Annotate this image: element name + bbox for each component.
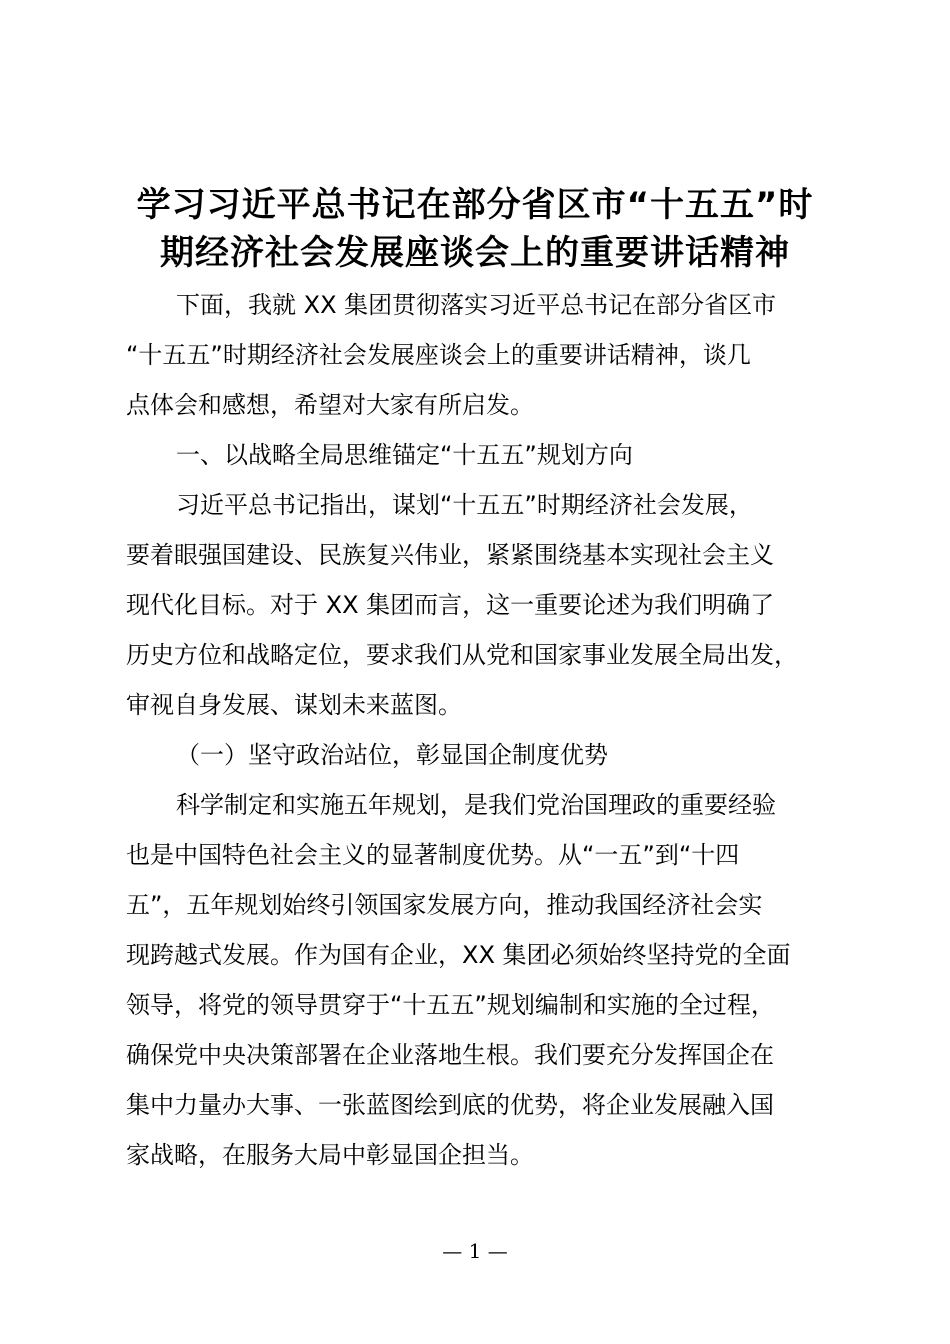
body-text-line: 现代化目标。对于 XX 集团而言，这一重要论述为我们明确了	[126, 591, 775, 619]
body-text-line: 确保党中央决策部署在企业落地生根。我们要充分发挥国企在	[126, 1041, 774, 1069]
body-text-line: 习近平总书记指出，谋划“十五五”时期经济社会发展，	[176, 491, 753, 519]
body-text-line: 科学制定和实施五年规划，是我们党治国理政的重要经验	[176, 791, 776, 819]
body-text-line: 家战略，在服务大局中彰显国企担当。	[126, 1141, 534, 1169]
document-title-line-1: 学习习近平总书记在部分省区市“十五五”时	[136, 185, 814, 225]
body-text-line: 五”，五年规划始终引领国家发展方向，推动我国经济社会实	[126, 891, 763, 919]
body-text-line: 一、以战略全局思维锚定“十五五”规划方向	[176, 441, 633, 469]
body-text-line: 点体会和感想，希望对大家有所启发。	[126, 391, 534, 419]
body-text-line: 也是中国特色社会主义的显著制度优势。从“一五”到“十四	[126, 841, 740, 869]
body-text-line: 领导，将党的领导贯穿于“十五五”规划编制和实施的全过程，	[126, 991, 775, 1019]
body-text-line: 历史方位和战略定位，要求我们从党和国家事业发展全局出发，	[126, 641, 798, 669]
body-text-line: 审视自身发展、谋划未来蓝图。	[126, 691, 462, 719]
body-text-line: “十五五”时期经济社会发展座谈会上的重要讲话精神，谈几	[126, 341, 751, 369]
document-title-line-2: 期经济社会发展座谈会上的重要讲话精神	[160, 233, 790, 273]
page-number: — 1 —	[442, 1239, 508, 1263]
body-text-line: 现跨越式发展。作为国有企业，XX 集团必须始终坚持党的全面	[126, 941, 791, 969]
body-text-line: 下面，我就 XX 集团贯彻落实习近平总书记在部分省区市	[176, 291, 777, 319]
body-text-line: 要着眼强国建设、民族复兴伟业，紧紧围绕基本实现社会主义	[126, 541, 774, 569]
body-text-line: 集中力量办大事、一张蓝图绘到底的优势，将企业发展融入国	[126, 1091, 774, 1119]
body-text-line: （一）坚守政治站位，彰显国企制度优势	[176, 741, 608, 769]
